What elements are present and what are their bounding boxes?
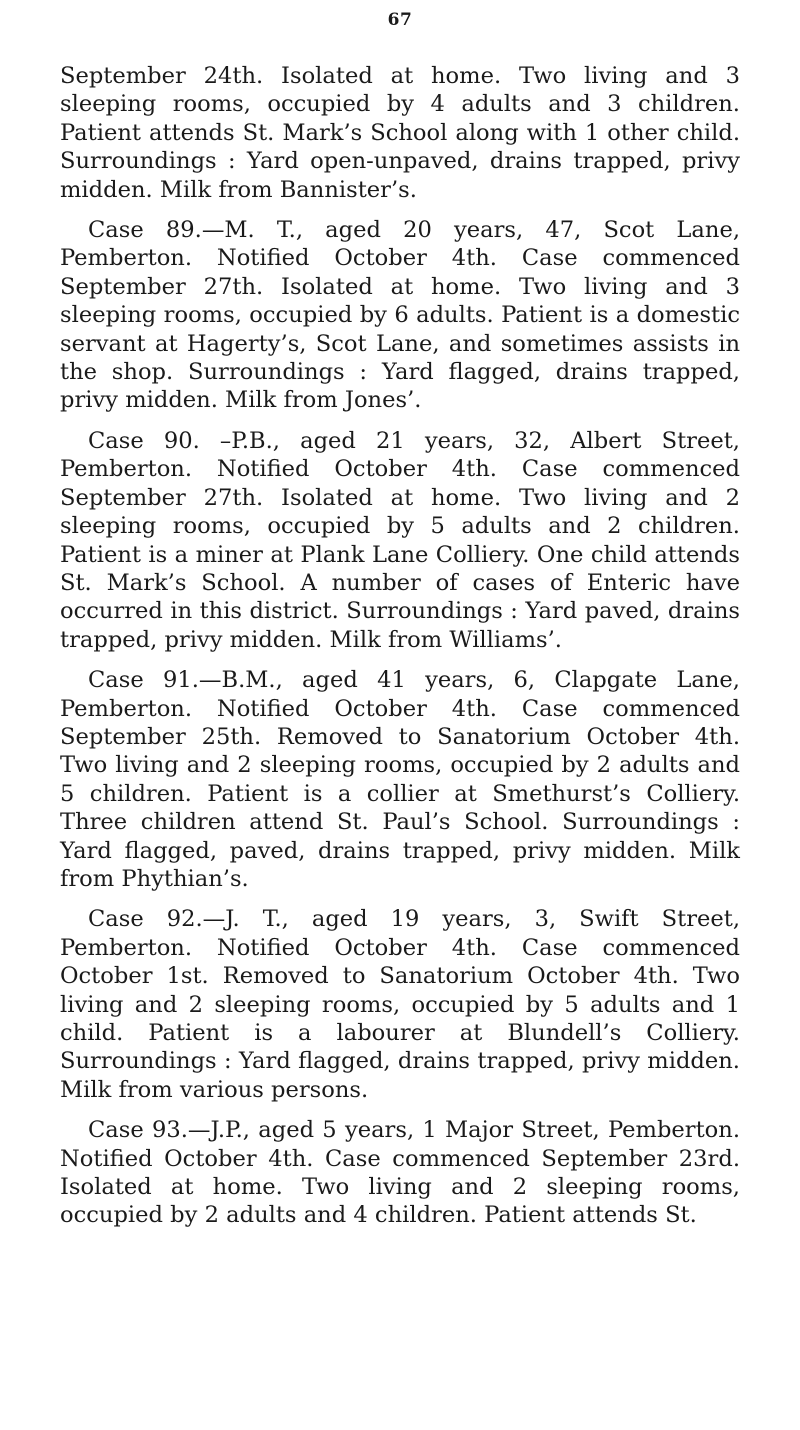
paragraph-case-91: Case 91.—B.M., aged 41 years, 6, Clapgate Lane, Pemberton. Notified October 4th. Case commenced September 25th. Removed to Sanatorium October 4th. Two living and 2 sleeping rooms, occupied by 2 adults and 5 children. Patient is a collier at Smethurst’s Colliery. Three children attend St. Paul’s School. Surroundings : Yard flagged, paved, drains trapped, privy midden. Milk from Phythian’s.	[60, 667, 740, 892]
document-body	[60, 62, 740, 1242]
page-number: 67	[387, 10, 413, 30]
paragraph-case-92: Case 92.—J. T., aged 19 years, 3, Swift Street, Pemberton. Notified October 4th. Case commenced October 1st. Removed to Sanatorium October 4th. Two living and 2 sleeping rooms, occupied by 5 adults and 1 child. Patient is a labourer at Blundell’s Colliery. Surroundings : Yard flagged, drains trapped, privy midden. Milk from various persons.	[60, 906, 740, 1103]
paragraph-case-90: Case 90. –P.B., aged 21 years, 32, Albert Street, Pemberton. Notified October 4th. Case commenced September 27th. Isolated at home. Two living and 2 sleeping rooms, occupied by 5 adults and 2 children. Patient is a miner at Plank Lane Colliery. One child attends St. Mark’s School. A number of cases of Enteric have occurred in this district. Surroundings : Yard paved, drains trapped, privy midden. Milk from Williams’.	[60, 427, 740, 653]
paragraph-continuation: September 24th. Isolated at home. Two living and 3 sleeping rooms, occupied by 4 adults and 3 children. Patient attends St. Mark’s School along with 1 other child. Surroundings : Yard open-unpaved, drains trapped, privy midden. Milk from Bannister’s.	[60, 63, 740, 203]
paragraph-case-93: Case 93.—J.P., aged 5 years, 1 Major Street, Pemberton. Notified October 4th. Case commenced September 23rd. Isolated at home. Two living and 2 sleeping rooms, occupied by 2 adults and 4 children. Patient attends St.	[60, 1117, 740, 1229]
paragraph-case-89: Case 89.—M. T., aged 20 years, 47, Scot Lane, Pemberton. Notified October 4th. Case commenced September 27th. Isolated at home. Two living and 3 sleeping rooms, occupied by 6 adults. Patient is a domestic servant at Hagerty’s, Scot Lane, and sometimes assists in the shop. Surroundings : Yard flagged, drains trapped, privy midden. Milk from Jones’.	[60, 217, 740, 414]
